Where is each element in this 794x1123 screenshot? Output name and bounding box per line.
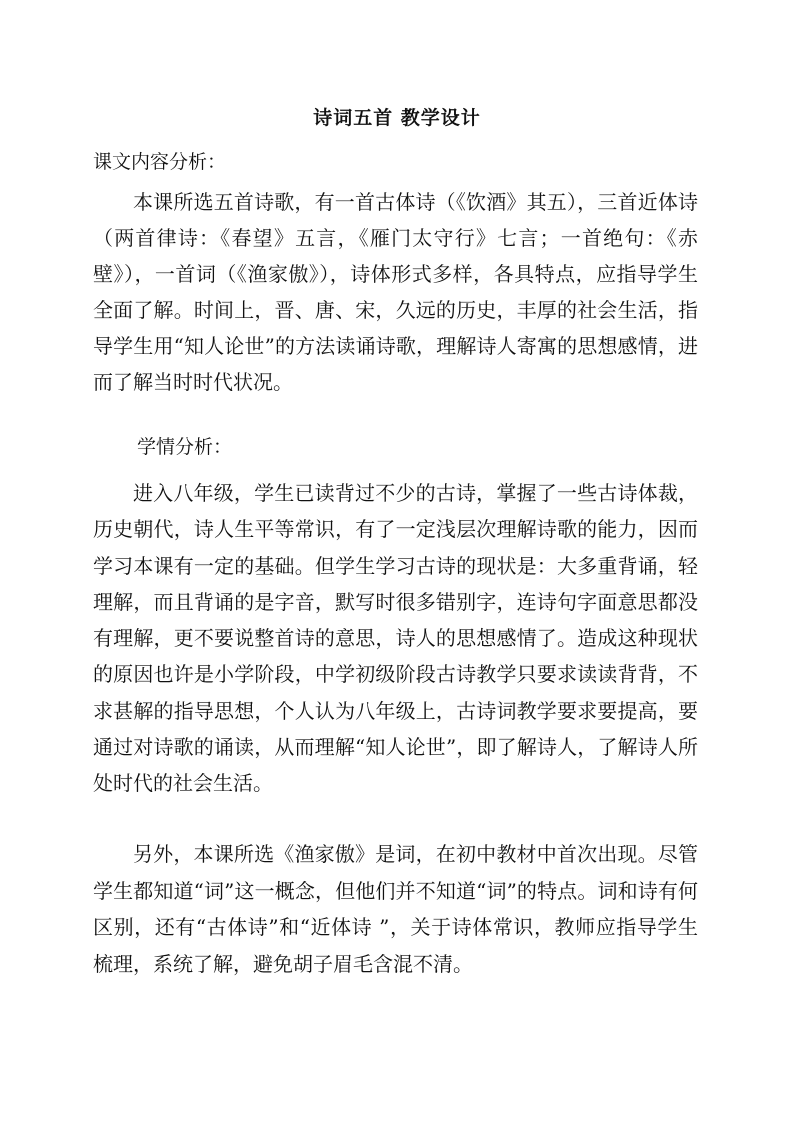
section-heading-student-analysis: 学情分析： xyxy=(137,436,233,458)
section-heading-content-analysis: 课文内容分析： xyxy=(93,151,227,173)
document-title: 诗词五首 教学设计 xyxy=(313,107,481,129)
paragraph-content-analysis: 本课所选五首诗歌，有一首古体诗（《饮酒》其五），三首近体诗（两首律诗：《春望》五言，《雁门太守行》七言；一首绝句：《赤壁》），一首词（《渔家傲》），诗体形式多样，各具特点，应指导学生全面了解。时间上，晋、唐、宋，久远的历史，丰厚的社会生活，指导学生用“知人论世”的方法读诵诗歌，理解诗人寄寓的思想感情，进而了解当时时代状况。 xyxy=(93,190,698,394)
paragraph-student-analysis: 进入八年级，学生已读背过不少的古诗，掌握了一些古诗体裁，历史朝代，诗人生平等常识，有了一定浅层次理解诗歌的能力，因而学习本课有一定的基础。但学生学习古诗的现状是：大多重背诵，轻理解，而且背诵的是字音，默写时很多错别字，连诗句字面意思都没有理解，更不要说整首诗的意思，诗人的思想感情了。造成这种现状的原因也许是小学阶段，中学初级阶段古诗教学只要求读读背背，不求甚解的指导思想，个人认为八年级上，古诗词教学要求要提高，要通过对诗歌的诵读，从而理解“知人论世”，即了解诗人，了解诗人所处时代的社会生活。 xyxy=(93,481,698,796)
paragraph-additional-notes: 另外，本课所选《渔家傲》是词，在初中教材中首次出现。尽管学生都知道“词”这一概念，但他们并不知道“词”的特点。词和诗有何区别，还有“古体诗”和“近体诗 ”，关于诗体常识，教师应指导学生梳理，系统了解，避免胡子眉毛含混不清。 xyxy=(93,842,698,976)
